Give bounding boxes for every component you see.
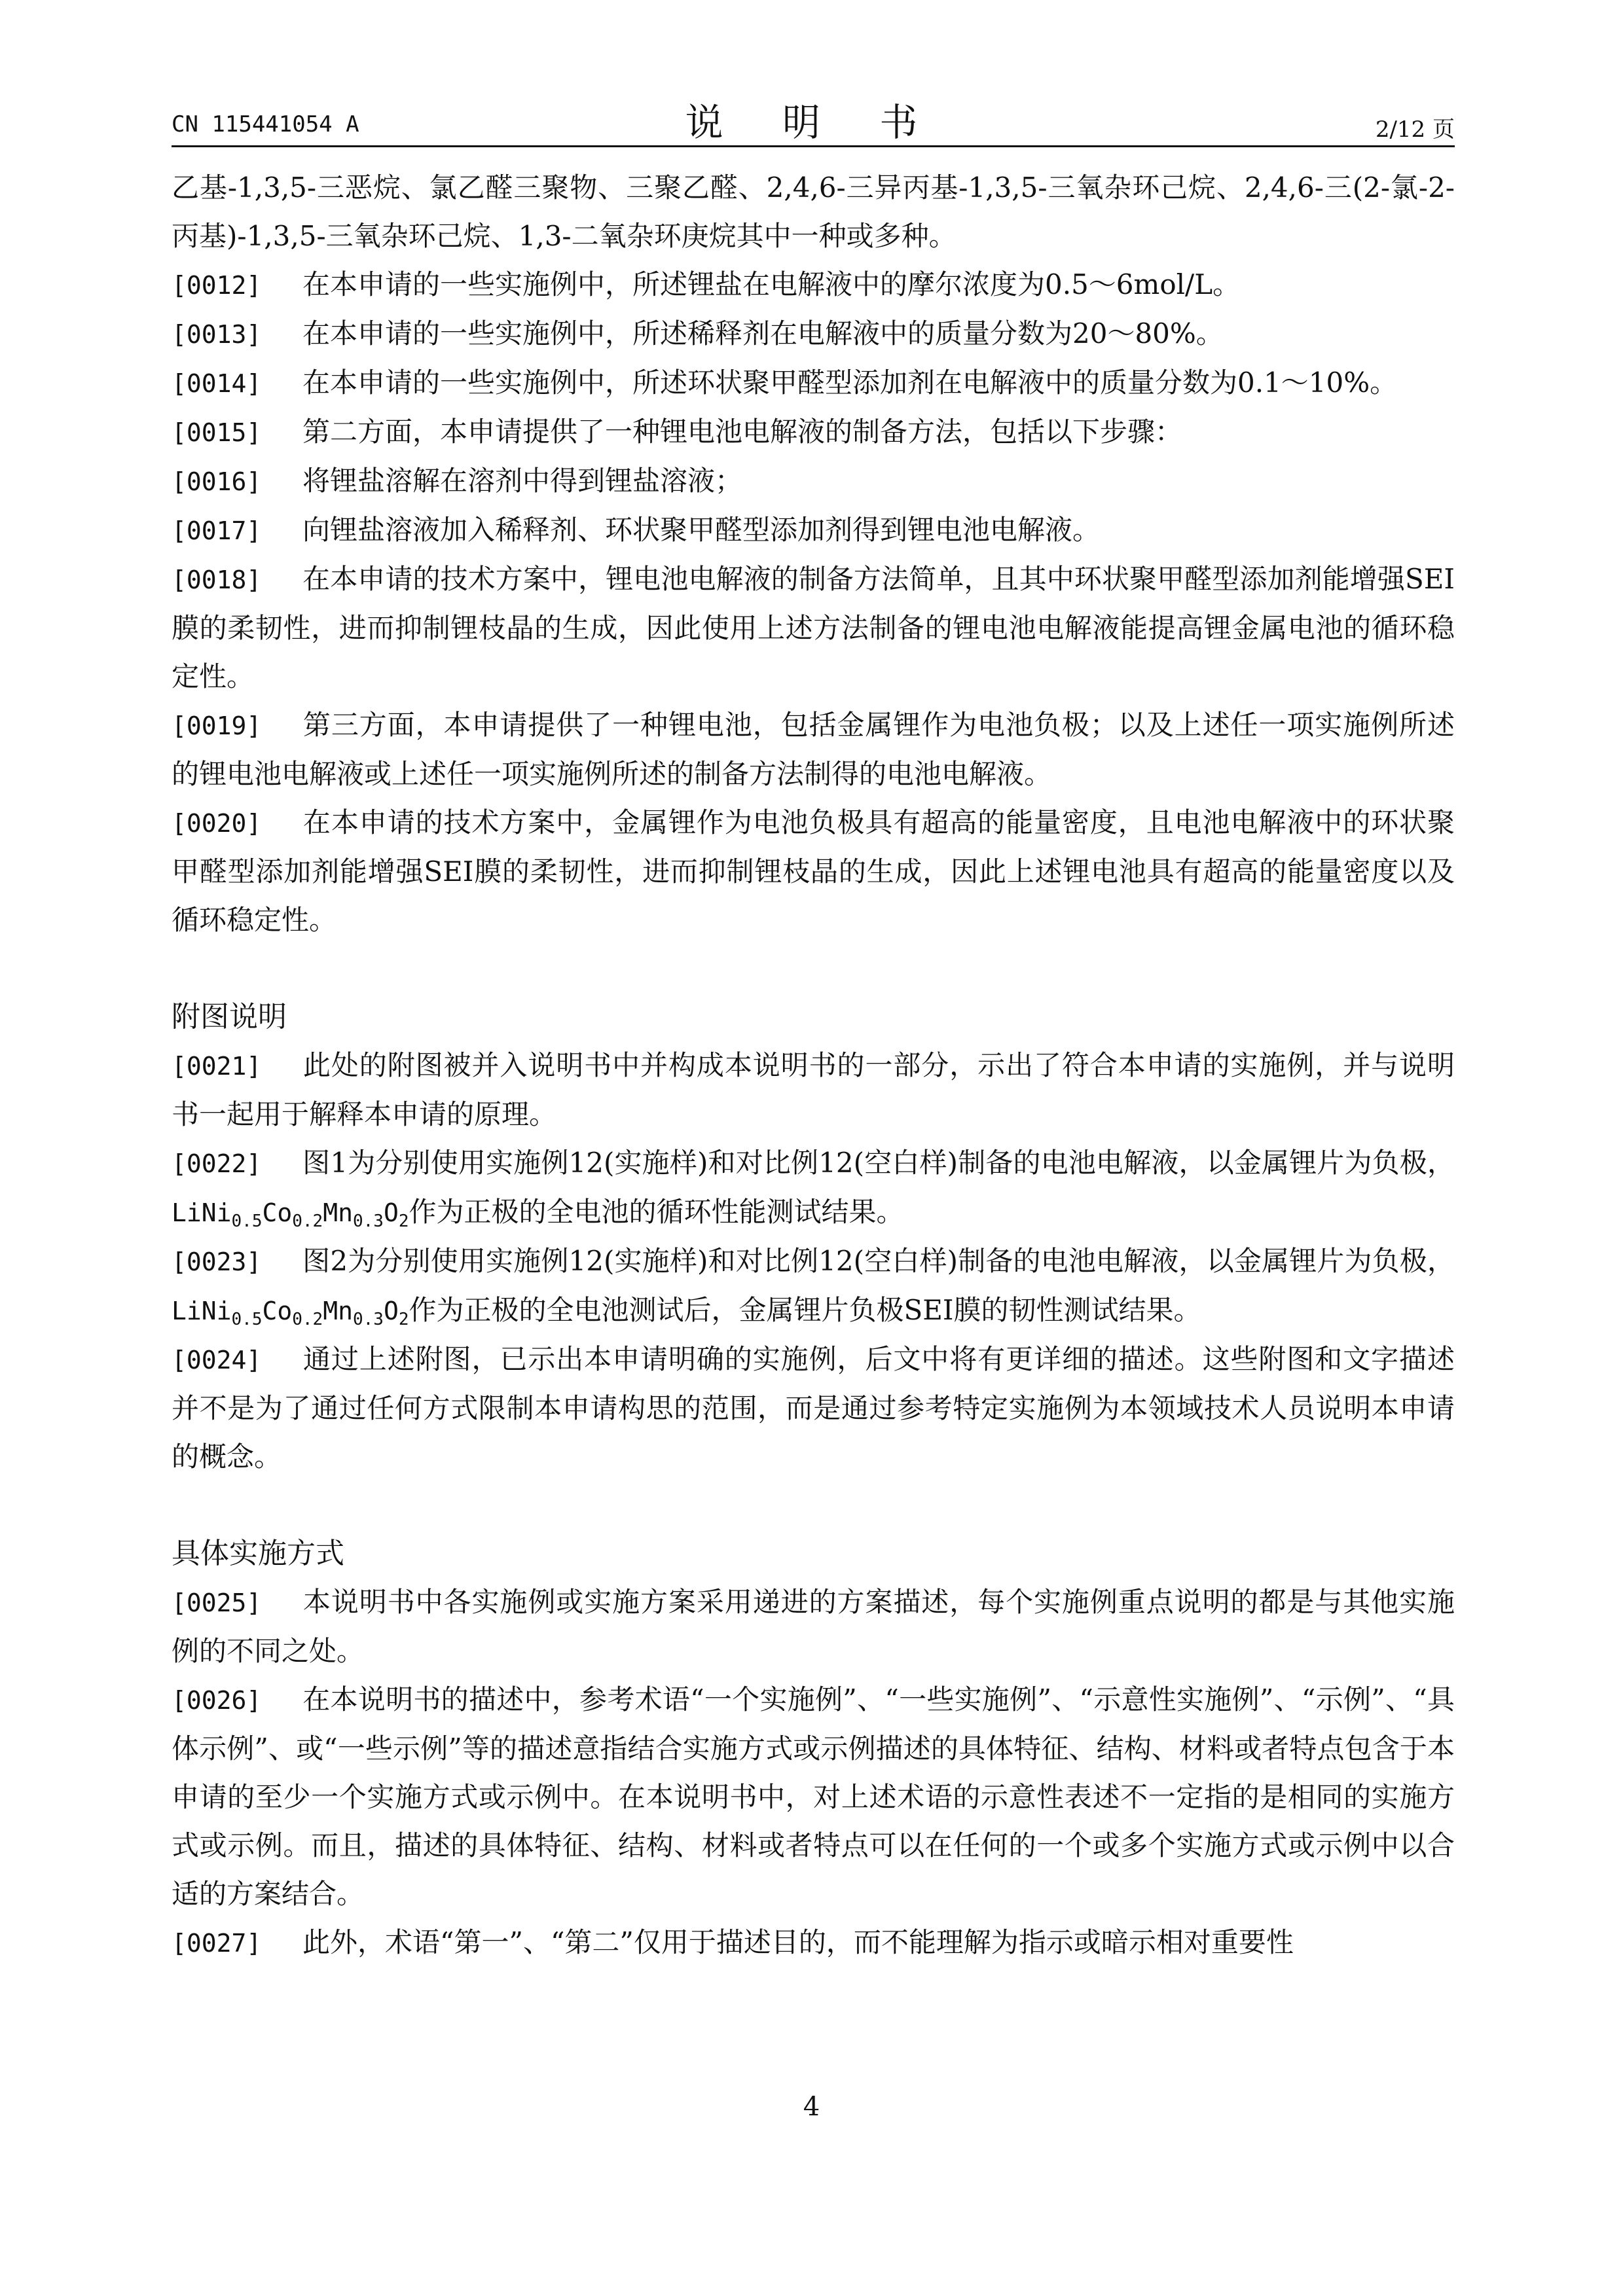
section-heading-figures: 附图说明	[172, 1000, 287, 1033]
paragraph-number: [0016]	[172, 467, 262, 496]
patent-number: CN 115441054 A	[172, 111, 359, 137]
paragraph	[172, 1041, 1455, 1139]
document-body	[172, 164, 1455, 1967]
paragraph-number: [0022]	[172, 1149, 262, 1178]
paragraph	[172, 457, 1455, 506]
page-indicator: 2/12 页	[1375, 117, 1455, 143]
paragraph-text: 图1为分别使用实施例12(实施样)和对比例12(空白样)制备的电池电解液，以金属锂片为负极，	[302, 1147, 1455, 1179]
paragraph-text: 在本说明书的描述中，参考术语“一个实施例”、“一些实施例”、“示意性实施例”、“示例”、“具体示例”、或“一些示例”等的描述意指结合实施方式或示例描述的具体特征、结构、材料或者特点包含于本申请的至少一个实施方式或示例中。在本说明书中，对上述术语的示意性表述不一定指的是相同的实施方式或示例。而且，描述的具体特征、结构、材料或者特点可以在任何的一个或多个实施方式或示例中以合适的方案结合。	[172, 1683, 1455, 1910]
paragraph-text: 在本申请的技术方案中，金属锂作为电池负极具有超高的能量密度，且电池电解液中的环状聚甲醛型添加剂能增强SEI膜的柔韧性，进而抑制锂枝晶的生成，因此上述锂电池具有超高的能量密度以及循环稳定性。	[172, 806, 1455, 936]
page-number: 4	[803, 2092, 820, 2122]
paragraph-text: 在本申请的一些实施例中，所述锂盐在电解液中的摩尔浓度为0.5～6mol/L。	[302, 268, 1241, 300]
paragraph-text: 第二方面，本申请提供了一种锂电池电解液的制备方法，包括以下步骤：	[302, 416, 1183, 448]
cathode-formula: $LiNi_{0.5}Co_{0.2}Mn_{0.3}O_2$	[172, 1198, 409, 1231]
paragraph-text: 此处的附图被并入说明书中并构成本说明书的一部分，示出了符合本申请的实施例，并与说明书一起用于解释本申请的原理。	[172, 1049, 1455, 1130]
paragraph-text: 向锂盐溶液加入稀释剂、环状聚甲醛型添加剂得到锂电池电解液。	[302, 514, 1101, 546]
paragraph	[172, 310, 1455, 359]
paragraph-text: 在本申请的一些实施例中，所述稀释剂在电解液中的质量分数为20～80%。	[302, 317, 1224, 350]
paragraph-number: [0017]	[172, 516, 262, 545]
cathode-formula: $LiNi_{0.5}Co_{0.2}Mn_{0.3}O_2$	[172, 1297, 409, 1329]
page-header	[172, 92, 1455, 151]
paragraph-text: 第三方面，本申请提供了一种锂电池，包括金属锂作为电池负极；以及上述任一项实施例所述的锂电池电解液或上述任一项实施例所述的制备方法制得的电池电解液。	[172, 709, 1455, 790]
paragraph-number: [0023]	[172, 1247, 262, 1276]
paragraph-number: [0013]	[172, 320, 262, 349]
paragraph-text: 此外，术语“第一”、“第二”仅用于描述目的，而不能理解为指示或暗示相对重要性	[302, 1926, 1294, 1958]
paragraph-number: [0014]	[172, 369, 262, 398]
section-heading-embodiments: 具体实施方式	[172, 1537, 344, 1570]
paragraph	[172, 506, 1455, 555]
paragraph-number: [0025]	[172, 1588, 262, 1617]
paragraph-number: [0012]	[172, 271, 262, 300]
paragraph-number: [0027]	[172, 1929, 262, 1958]
paragraph-number: [0021]	[172, 1052, 262, 1081]
paragraph-text: 在本申请的一些实施例中，所述环状聚甲醛型添加剂在电解液中的质量分数为0.1～10%。	[302, 367, 1398, 399]
paragraph-text: 作为正极的全电池的循环性能测试结果。	[409, 1196, 904, 1228]
document-title: 说 明 书	[685, 100, 941, 145]
paragraph-number: [0026]	[172, 1686, 262, 1715]
paragraph	[172, 1676, 1455, 1918]
paragraph	[172, 1335, 1455, 1481]
paragraph-text: 本说明书中各实施例或实施方案采用递进的方案描述，每个实施例重点说明的都是与其他实施例的不同之处。	[172, 1586, 1455, 1667]
paragraph-text: 在本申请的技术方案中，锂电池电解液的制备方法简单，且其中环状聚甲醛型添加剂能增强SEI膜的柔韧性，进而抑制锂枝晶的生成，因此使用上述方法制备的锂电池电解液能提高锂金属电池的循环稳定性。	[172, 563, 1455, 692]
paragraph	[172, 555, 1455, 701]
paragraph	[172, 1918, 1455, 1967]
paragraph	[172, 798, 1455, 944]
paragraph: 乙基-1,3,5-三恶烷、氯乙醛三聚物、三聚乙醛、2,4,6-三异丙基-1,3,5-三氧杂环己烷、2,4,6-三(2-氯-2-丙基)-1,3,5-三氧杂环己烷、1,3-二氧杂环庚烷其中一种或多种。	[172, 171, 1455, 252]
paragraph-text: 将锂盐溶解在溶剂中得到锂盐溶液；	[302, 465, 743, 497]
paragraph-text: 通过上述附图，已示出本申请明确的实施例，后文中将有更详细的描述。这些附图和文字描述并不是为了通过任何方式限制本申请构思的范围，而是通过参考特定实施例为本领域技术人员说明本申请的概念。	[172, 1343, 1455, 1473]
paragraph	[172, 1139, 1455, 1237]
paragraph-number: [0019]	[172, 711, 262, 740]
paragraph	[172, 1578, 1455, 1676]
paragraph	[172, 359, 1455, 408]
paragraph-number: [0015]	[172, 418, 262, 447]
paragraph-number: [0020]	[172, 809, 262, 838]
paragraph-text: 作为正极的全电池测试后，金属锂片负极SEI膜的韧性测试结果。	[409, 1294, 1201, 1326]
paragraph	[172, 408, 1455, 457]
paragraph	[172, 260, 1455, 310]
paragraph	[172, 701, 1455, 798]
header-rule	[172, 145, 1455, 147]
paragraph-number: [0018]	[172, 565, 262, 594]
paragraph	[172, 1237, 1455, 1335]
paragraph-number: [0024]	[172, 1346, 262, 1374]
paragraph-text: 图2为分别使用实施例12(实施样)和对比例12(空白样)制备的电池电解液，以金属锂片为负极，	[302, 1245, 1455, 1277]
